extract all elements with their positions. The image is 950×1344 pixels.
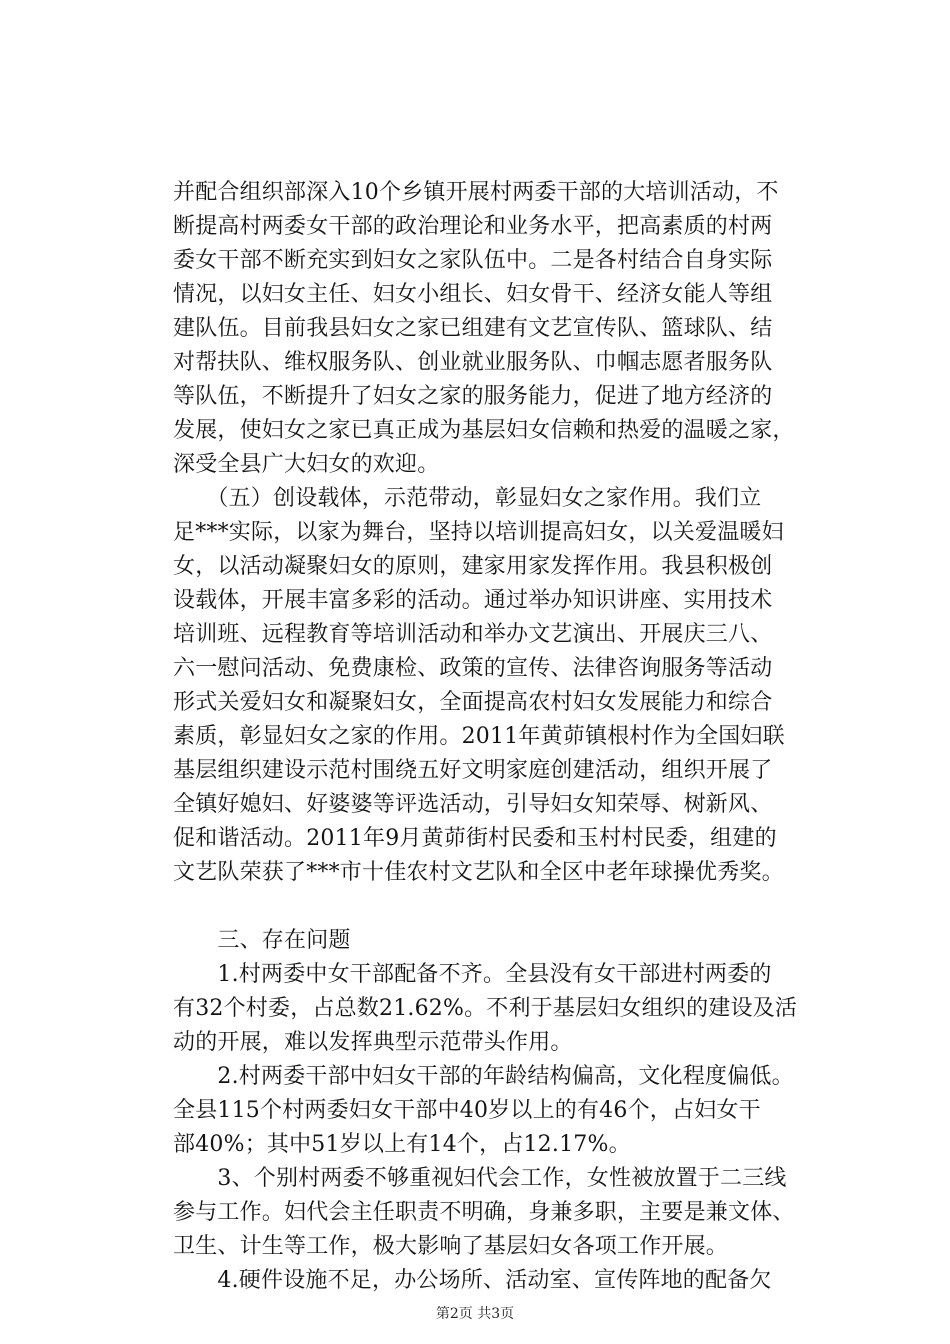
text-line: 深受全县广大妇女的欢迎。 — [173, 452, 440, 477]
text-line: （五）创设载体，示范带动，彰显妇女之家作用。我们立 — [173, 486, 762, 511]
document-body — [173, 176, 847, 1298]
text-line: 促和谐活动。2011年9月黄茆街村民委和玉村村民委，组建的 — [173, 826, 777, 851]
text-line: 素质，彰显妇女之家的作用。2011年黄茆镇根村作为全国妇联 — [173, 724, 785, 749]
text-line: 建队伍。目前我县妇女之家已组建有文艺宣传队、篮球队、结 — [173, 316, 773, 341]
text-line: 六一慰问活动、免费康检、政策的宣传、法律咨询服务等活动 — [173, 656, 773, 681]
text-line: 基层组织建设示范村围绕五好文明家庭创建活动，组织开展了 — [173, 758, 773, 783]
text-line: 4.硬件设施不足，办公场所、活动室、宣传阵地的配备欠 — [173, 1268, 772, 1293]
section-heading: 三、存在问题 — [173, 928, 351, 953]
text-line: 设载体，开展丰富多彩的活动。通过举办知识讲座、实用技术 — [173, 588, 773, 613]
text-line: 卫生、计生等工作，极大影响了基层妇女各项工作开展。 — [173, 1234, 729, 1259]
text-line: 动的开展，难以发挥典型示范带头作用。 — [173, 1030, 573, 1055]
text-line: 对帮扶队、维权服务队、创业就业服务队、巾帼志愿者服务队 — [173, 350, 773, 375]
page-footer — [0, 1303, 950, 1323]
text-line: 等队伍，不断提升了妇女之家的服务能力，促进了地方经济的 — [173, 384, 773, 409]
text-line: 全县115个村两委妇女干部中40岁以上的有46个，占妇女干 — [173, 1098, 761, 1123]
text-line: 并配合组织部深入10个乡镇开展村两委干部的大培训活动，不 — [173, 180, 779, 205]
text-line: 3、个别村两委不够重视妇代会工作，女性被放置于二三线 — [173, 1166, 787, 1191]
page-number-label: 第2页 共3页 — [435, 1306, 515, 1322]
paragraph-gap — [173, 890, 847, 924]
paragraph-block-a — [173, 176, 847, 890]
text-line: 文艺队荣获了***市十佳农村文艺队和全区中老年球操优秀奖。 — [173, 860, 784, 885]
text-line: 形式关爱妇女和凝聚妇女，全面提高农村妇女发展能力和综合 — [173, 690, 773, 715]
text-line: 情况，以妇女主任、妇女小组长、妇女骨干、经济女能人等组 — [173, 282, 773, 307]
text-line: 女，以活动凝聚妇女的原则，建家用家发挥作用。我县积极创 — [173, 554, 773, 579]
text-line: 断提高村两委女干部的政治理论和业务水平，把高素质的村两 — [173, 214, 773, 239]
text-line: 1.村两委中女干部配备不齐。全县没有女干部进村两委的 — [173, 962, 772, 987]
text-line: 发展，使妇女之家已真正成为基层妇女信赖和热爱的温暖之家， — [173, 418, 795, 443]
text-line: 部40%；其中51岁以上有14个，占12.17%。 — [173, 1132, 631, 1157]
text-line: 参与工作。妇代会主任职责不明确，身兼多职，主要是兼文体、 — [173, 1200, 795, 1225]
text-line: 委女干部不断充实到妇女之家队伍中。二是各村结合自身实际 — [173, 248, 773, 273]
paragraph-block-b — [173, 924, 847, 1298]
text-line: 足***实际，以家为舞台，坚持以培训提高妇女，以关爱温暖妇 — [173, 520, 784, 545]
text-line: 有32个村委，占总数21.62%。不利于基层妇女组织的建设及活 — [173, 996, 798, 1021]
text-line: 2.村两委干部中妇女干部的年龄结构偏高，文化程度偏低。 — [173, 1064, 794, 1089]
text-line: 培训班、远程教育等培训活动和举办文艺演出、开展庆三八、 — [173, 622, 773, 647]
text-line: 全镇好媳妇、好婆婆等评选活动，引导妇女知荣辱、树新风、 — [173, 792, 773, 817]
